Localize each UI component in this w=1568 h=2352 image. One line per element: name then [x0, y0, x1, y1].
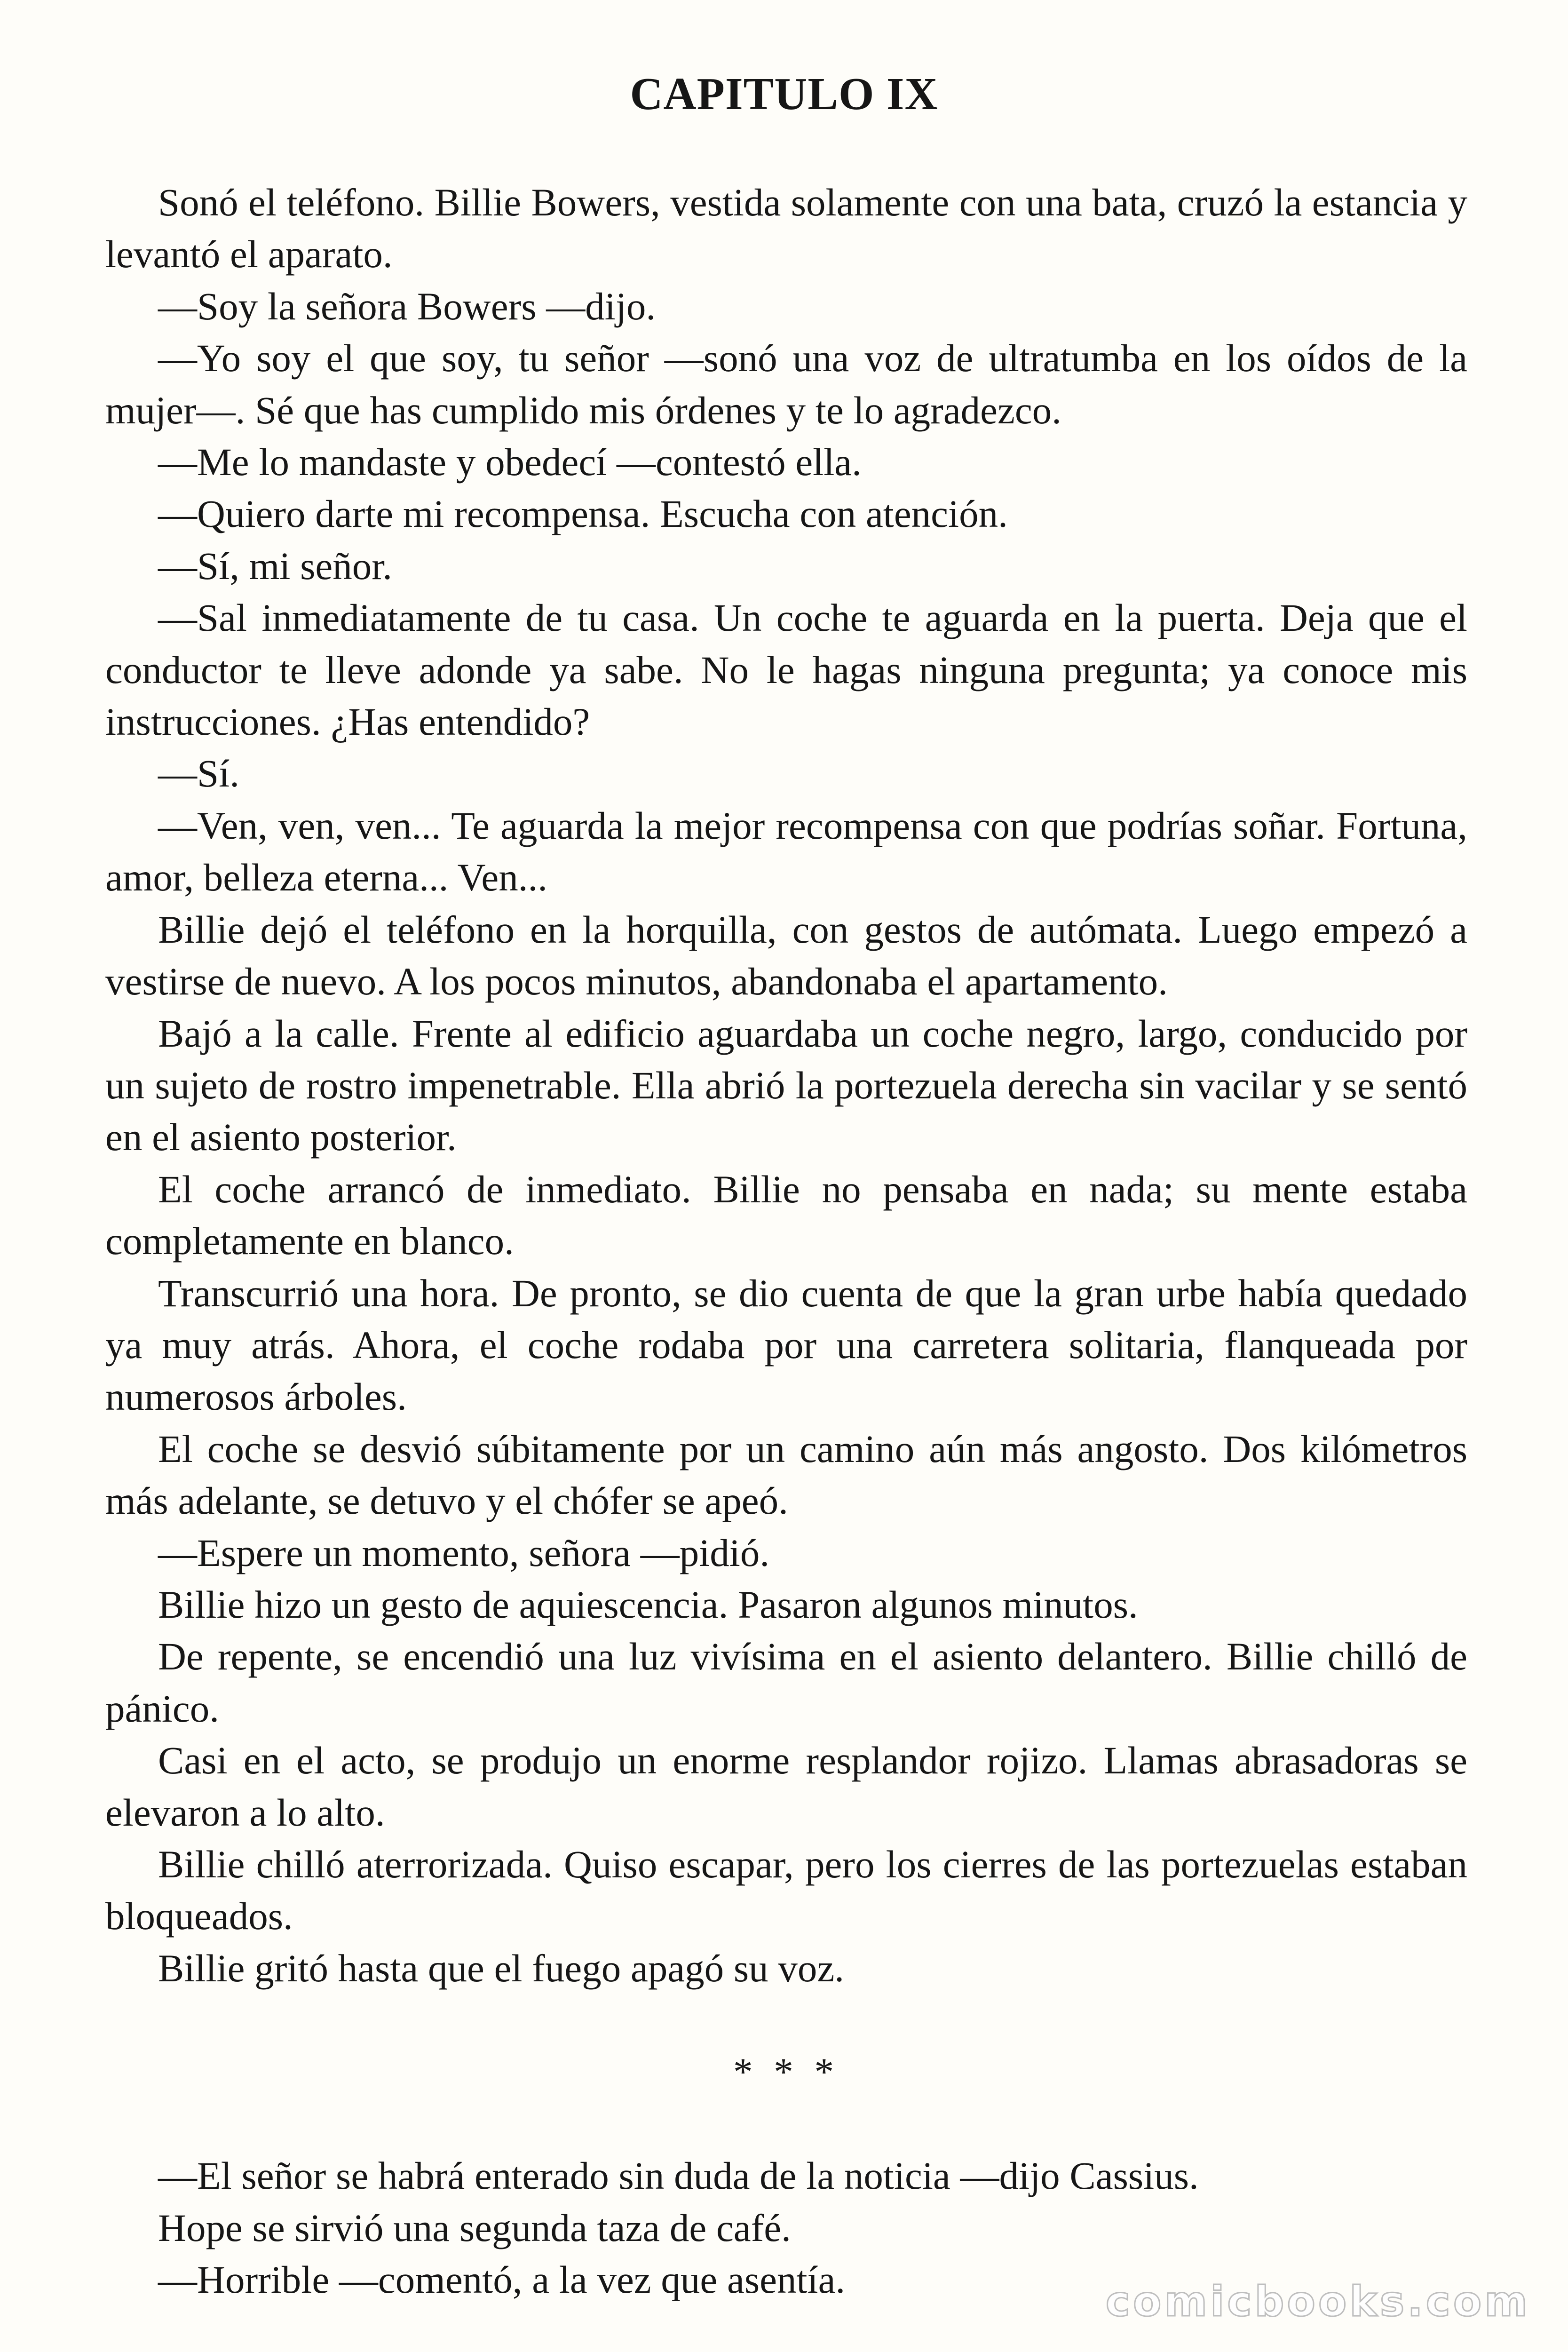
paragraph: —Soy la señora Bowers —dijo. — [158, 284, 656, 328]
chapter-body — [105, 176, 1467, 2305]
paragraph: Transcurrió una hora. De pronto, se dio cuenta de que la gran urbe había quedado ya muy atrás. Ahora, el coche rodaba por una carretera solitaria, flanqueada por numerosos árboles. — [105, 1271, 1467, 1419]
text-section-1 — [105, 176, 1467, 1994]
chapter-title: CAPITULO IX — [630, 69, 938, 119]
paragraph: Billie gritó hasta que el fuego apagó su voz. — [158, 1946, 845, 1990]
paragraph: El coche arrancó de inmediato. Billie no pensaba en nada; su mente estaba completamente en blanco. — [105, 1167, 1467, 1263]
paragraph: Hope se sirvió una segunda taza de café. — [158, 2206, 791, 2249]
paragraph: —Quiero darte mi recompensa. Escucha con atención. — [158, 492, 1008, 536]
paragraph: —Ven, ven, ven... Te aguarda la mejor recompensa con que podrías soñar. Fortuna, amor, belleza eterna... Ven... — [105, 803, 1467, 899]
paragraph: —El señor se habrá enterado sin duda de la noticia —dijo Cassius. — [158, 2154, 1199, 2198]
paragraph: Casi en el acto, se produjo un enorme resplandor rojizo. Llamas abrasadoras se elevaron a lo alto. — [105, 1739, 1467, 1834]
section-separator: * * * — [733, 2050, 839, 2094]
paragraph: Sonó el teléfono. Billie Bowers, vestida solamente con una bata, cruzó la estancia y levantó el aparato. — [105, 181, 1467, 276]
paragraph: Billie chilló aterrorizada. Quiso escapar, pero los cierres de las portezuelas estaban bloqueados. — [105, 1843, 1467, 1938]
paragraph: De repente, se encendió una luz vivísima en el asiento delantero. Billie chilló de pánico. — [105, 1635, 1467, 1730]
paragraph: —Me lo mandaste y obedecí —contestó ella. — [158, 440, 862, 484]
paragraph: Billie hizo un gesto de aquiescencia. Pasaron algunos minutos. — [158, 1582, 1138, 1626]
paragraph: —Horrible —comentó, a la vez que asentía. — [158, 2258, 846, 2302]
paragraph: Bajó a la calle. Frente al edificio aguardaba un coche negro, largo, conducido por un sujeto de rostro impenetrable. Ella abrió la portezuela derecha sin vacilar y se sentó en el asiento posterior. — [105, 1011, 1467, 1159]
paragraph: —Sí. — [158, 752, 239, 795]
paragraph: —Sal inmediatamente de tu casa. Un coche te aguarda en la puerta. Deja que el conductor te lleve adonde ya sabe. No le hagas ninguna pregunta; ya conoce mis instrucciones. ¿Has entendido? — [105, 596, 1467, 744]
watermark-logo: comicbooks.com — [1105, 2277, 1530, 2326]
paragraph: —Yo soy el que soy, tu señor —sonó una voz de ultratumba en los oídos de la mujer—. Sé que has cumplido mis órdenes y te lo agradezco. — [105, 336, 1467, 432]
paragraph: —Sí, mi señor. — [158, 544, 393, 588]
paragraph: El coche se desvió súbitamente por un camino aún más angosto. Dos kilómetros más adelante, se detuvo y el chófer se apeó. — [105, 1427, 1467, 1523]
paragraph: —Espere un momento, señora —pidió. — [158, 1531, 770, 1574]
paragraph: Billie dejó el teléfono en la horquilla, con gestos de autómata. Luego empezó a vestirse de nuevo. A los pocos minutos, abandonaba el apartamento. — [105, 907, 1467, 1003]
